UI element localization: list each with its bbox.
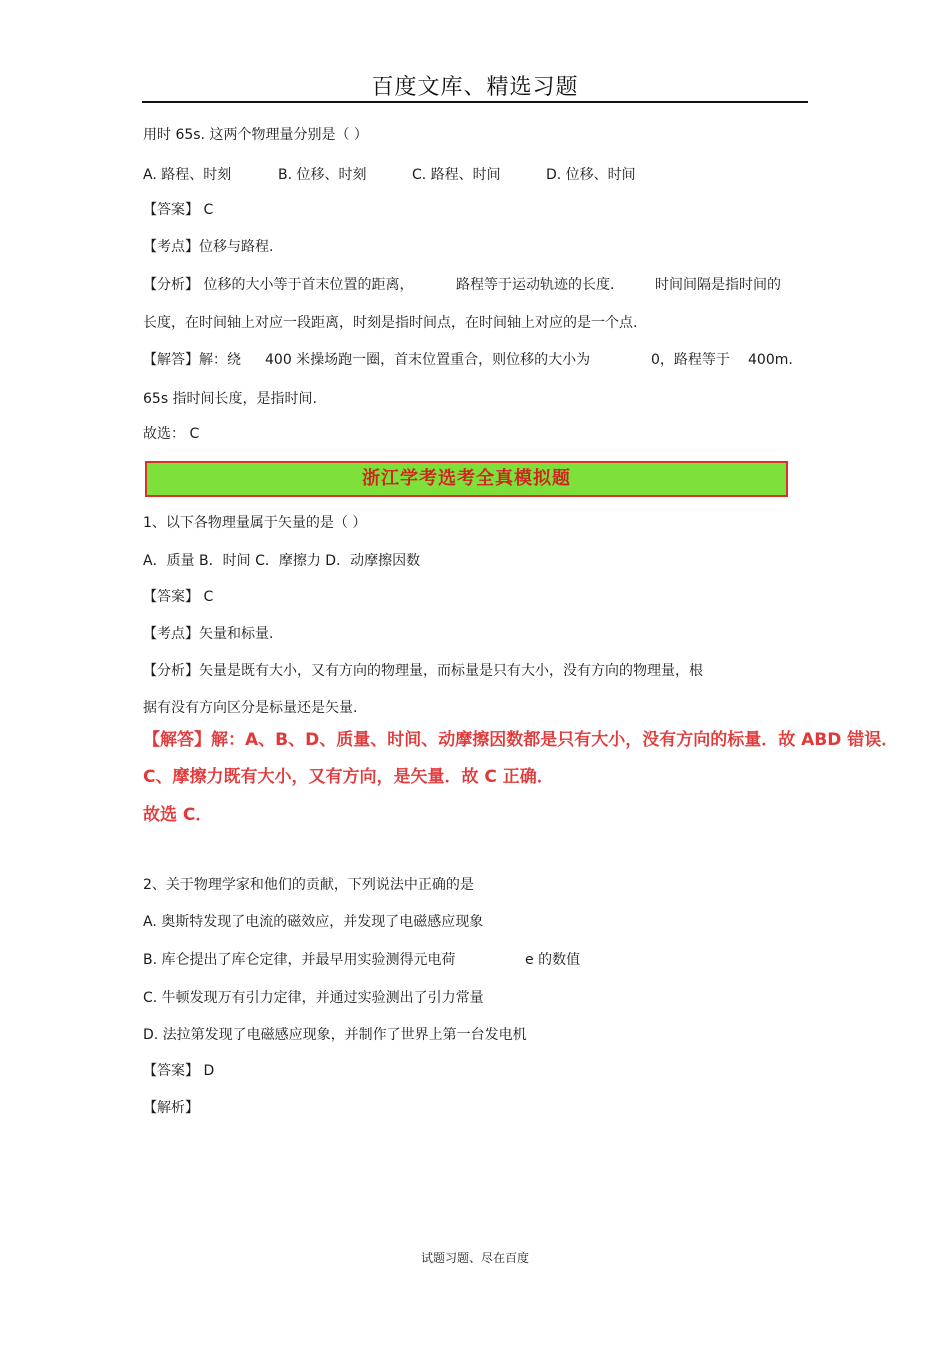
analysis-part-2: 路程等于运动轨迹的长度.: [456, 277, 615, 293]
q2-option-c: C. 牛顿发现万有引力定律，并通过实验测出了引力常量: [143, 990, 484, 1006]
q1-solution-3: 故选 C．: [143, 805, 213, 825]
page-footer: 试题习题、尽在百度: [420, 1251, 529, 1265]
q1-key-point: 【考点】矢量和标量.: [143, 626, 274, 642]
q2-stem: 2、关于物理学家和他们的贡献，下列说法中正确的是: [143, 877, 474, 893]
q2-option-a: A. 奥斯特发现了电流的磁效应，并发现了电磁感应现象: [143, 914, 484, 930]
q1-analysis-2: 据有没有方向区分是标量还是矢量.: [143, 700, 358, 716]
q2-option-b: B. 库仑提出了库仑定律，并最早用实验测得元电荷: [143, 952, 456, 968]
q2-option-b-tail: e 的数值: [525, 952, 581, 968]
option-b: B. 位移、时刻: [278, 167, 367, 183]
q1-solution-1: 【解答】解：A、B、D、质量、时间、动摩擦因数都是只有大小，没有方向的标量．故 ABD 错误．: [143, 730, 899, 750]
option-c: C. 路程、时间: [412, 167, 501, 183]
q2-option-d: D. 法拉第发现了电磁感应现象，并制作了世界上第一台发电机: [143, 1027, 527, 1043]
page-header: 百度文库、精选习题: [371, 75, 579, 100]
key-point: 【考点】位移与路程.: [143, 239, 274, 255]
analysis-part-1: 【分析】 位移的大小等于首末位置的距离，: [143, 277, 414, 293]
q1-analysis-1: 【分析】矢量是既有大小，又有方向的物理量，而标量是只有大小，没有方向的物理量，根: [143, 663, 703, 679]
q2-answer: 【答案】 D: [143, 1063, 215, 1079]
question-intro: 用时 65s. 这两个物理量分别是（ ）: [143, 127, 368, 143]
solution-part-2: 400 米操场跑一圈，首末位置重合，则位移的大小为: [265, 352, 591, 368]
solution-line-2: 65s 指时间长度，是指时间.: [143, 391, 318, 407]
q1-stem: 1、以下各物理量属于矢量的是（ ）: [143, 515, 367, 531]
analysis-part-3: 时间间隔是指时间的: [655, 277, 781, 293]
section-banner: 浙江学考选考全真模拟题: [145, 461, 788, 497]
solution-part-4: 400m.: [748, 352, 793, 368]
header-rule: [142, 101, 808, 103]
option-d: D. 位移、时间: [546, 167, 636, 183]
analysis-line-2: 长度，在时间轴上对应一段距离，时刻是指时间点，在时间轴上对应的是一个点.: [143, 315, 638, 331]
answer: 【答案】 C: [143, 202, 214, 218]
q1-solution-2: C、摩擦力既有大小，又有方向，是矢量．故 C 正确．: [143, 767, 554, 787]
choice-result: 故选： C: [143, 426, 200, 442]
option-a: A. 路程、时刻: [143, 167, 232, 183]
solution-part-3: 0，路程等于: [651, 352, 730, 368]
solution-part-1: 【解答】解：绕: [143, 352, 241, 368]
q1-options: A．质量 B．时间 C．摩擦力 D．动摩擦因数: [143, 553, 421, 569]
q1-answer: 【答案】 C: [143, 589, 214, 605]
q2-analysis: 【解析】: [143, 1100, 199, 1116]
